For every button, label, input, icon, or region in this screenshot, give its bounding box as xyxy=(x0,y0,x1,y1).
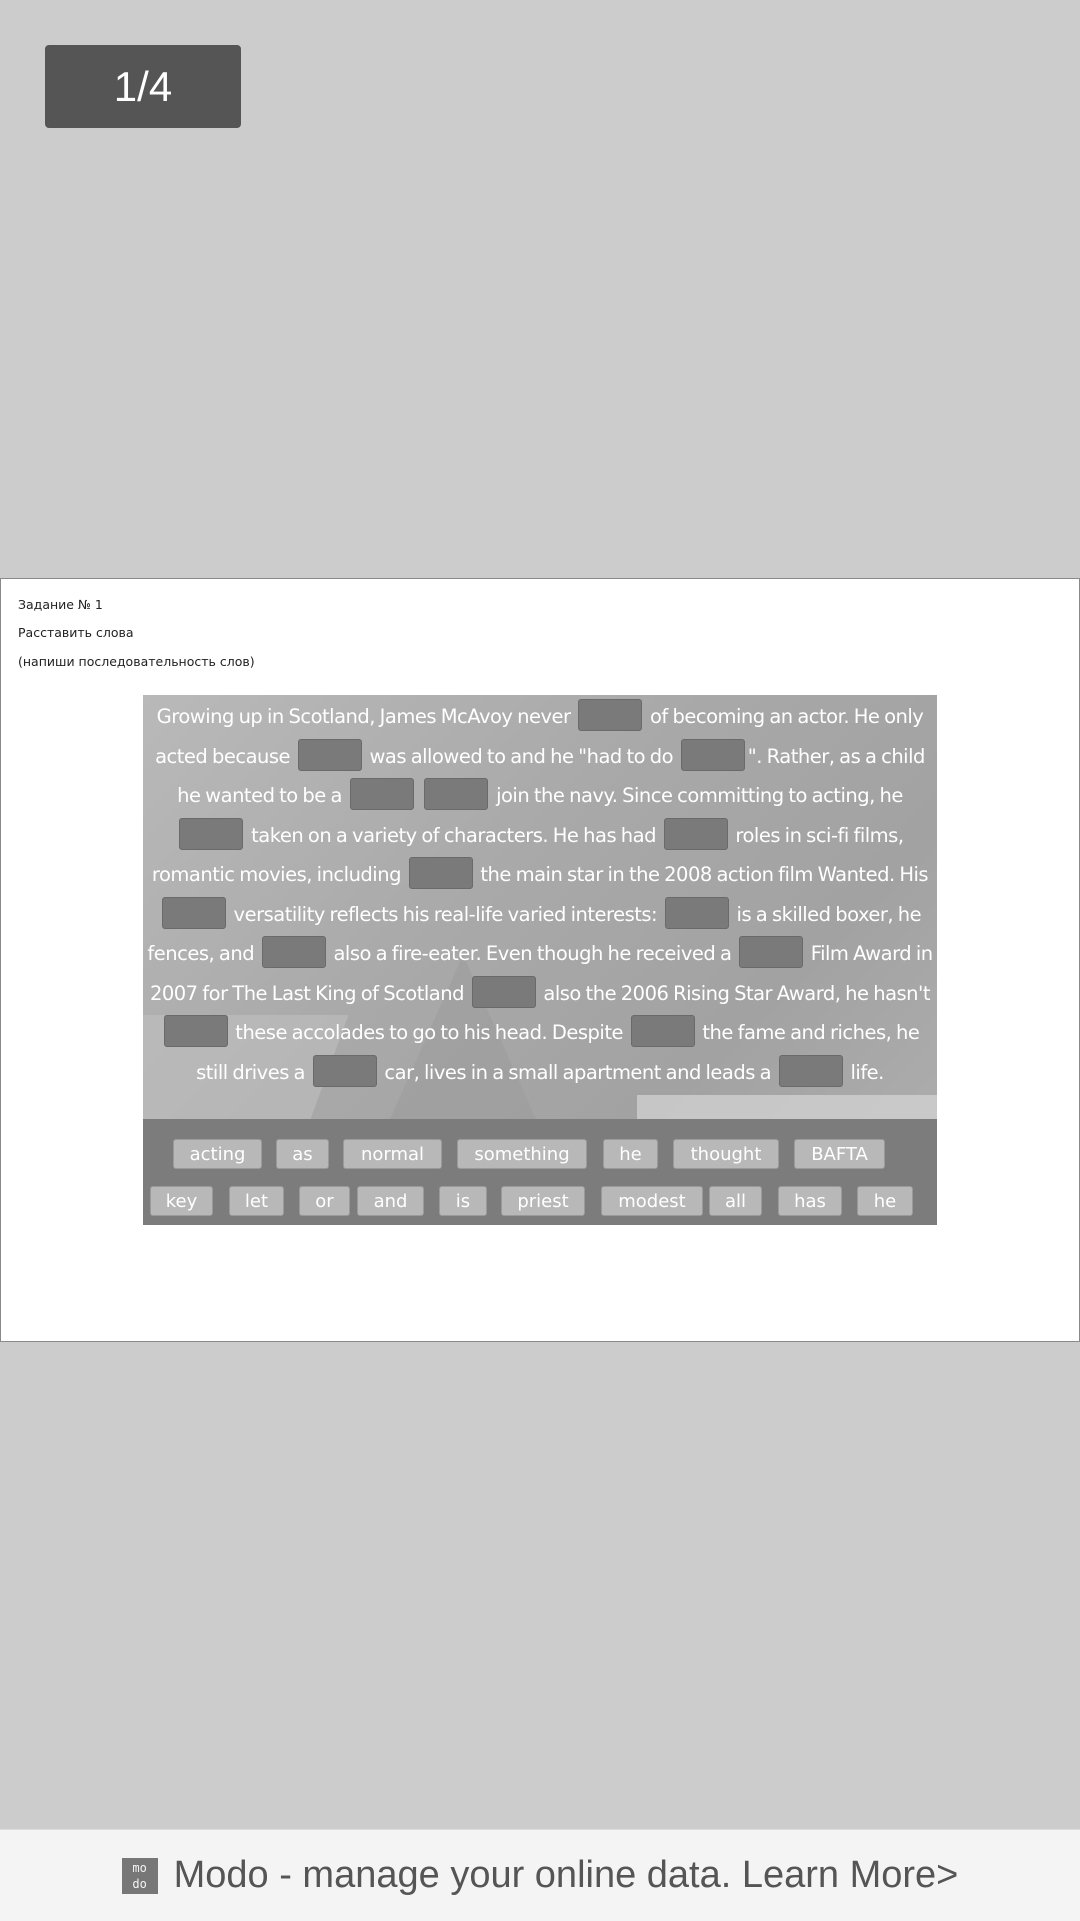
passage-text xyxy=(143,695,937,1092)
blank-slot-13[interactable] xyxy=(472,976,536,1008)
blank-slot-2[interactable] xyxy=(298,739,362,771)
modo-logo-icon xyxy=(122,1858,158,1894)
passage-segment: taken on a variety of characters. He has had xyxy=(251,823,656,847)
passage-segment: versatility reflects his real-life varied interests: xyxy=(233,902,658,926)
passage-segment: ". Rather, as a child he wanted to be a xyxy=(177,744,925,807)
background-shape xyxy=(637,1095,937,1121)
passage-segment: the fame and riches, he still drives a xyxy=(196,1021,920,1084)
word-chip[interactable]: all xyxy=(709,1186,762,1216)
passage-segment: Film Award in 2007 for The Last King of Scotland xyxy=(149,942,933,1005)
blank-slot-3[interactable] xyxy=(681,739,745,771)
ad-banner[interactable] xyxy=(0,1829,1080,1921)
blank-slot-4[interactable] xyxy=(350,778,414,810)
word-chip[interactable]: has xyxy=(778,1186,842,1216)
passage-segment: also the 2006 Rising Star Award, he hasn't xyxy=(543,981,931,1005)
blank-slot-7[interactable] xyxy=(664,818,728,850)
passage-segment: also a fire-eater. Even though he received a xyxy=(333,942,732,965)
banner-text[interactable]: Modo - manage your online data. Learn More> xyxy=(173,1854,959,1896)
word-chip[interactable]: modest xyxy=(601,1186,703,1216)
word-chip[interactable]: key xyxy=(150,1186,213,1216)
passage-segment: was allowed to and he "had to do xyxy=(369,744,674,768)
page-counter: 1/4 xyxy=(45,45,241,128)
blank-slot-10[interactable] xyxy=(665,897,729,929)
word-chip[interactable]: as xyxy=(276,1139,329,1169)
blank-slot-16[interactable] xyxy=(313,1055,377,1087)
word-chip[interactable]: acting xyxy=(173,1139,262,1169)
task-number: Задание № 1 xyxy=(18,597,103,612)
task-card xyxy=(0,578,1080,1342)
passage-segment: these accolades to go to his head. Despite xyxy=(235,1021,623,1044)
blank-slot-5[interactable] xyxy=(424,778,488,810)
logo-text-bottom: do xyxy=(132,1876,147,1891)
passage-segment: of becoming an actor. He only acted because xyxy=(155,705,924,768)
word-chip[interactable]: is xyxy=(439,1186,487,1216)
passage-segment: roles in sci-fi films, romantic movies, including xyxy=(151,823,904,886)
blank-slot-15[interactable] xyxy=(631,1015,695,1047)
blank-slot-6[interactable] xyxy=(179,818,243,850)
passage-segment: life. xyxy=(850,1060,884,1084)
passage-segment: join the navy. Since committing to acting, he xyxy=(496,784,903,807)
task-hint: (напиши последовательность слов) xyxy=(18,654,255,669)
word-bank-row xyxy=(143,1186,937,1216)
word-chip[interactable]: let xyxy=(229,1186,284,1216)
word-fill-puzzle xyxy=(143,695,937,1225)
word-chip[interactable]: he xyxy=(857,1186,913,1216)
blank-slot-8[interactable] xyxy=(409,857,473,889)
blank-slot-11[interactable] xyxy=(262,936,326,968)
task-title: Расставить слова xyxy=(18,625,134,640)
word-bank-row xyxy=(143,1139,937,1169)
word-chip[interactable]: priest xyxy=(501,1186,585,1216)
word-chip[interactable]: normal xyxy=(343,1139,442,1169)
blank-slot-9[interactable] xyxy=(162,897,226,929)
word-chip[interactable]: thought xyxy=(673,1139,779,1169)
word-chip[interactable]: BAFTA xyxy=(794,1139,885,1169)
passage-segment: Growing up in Scotland, James McAvoy never xyxy=(156,705,571,728)
blank-slot-14[interactable] xyxy=(164,1015,228,1047)
passage-segment: car, lives in a small apartment and leads a xyxy=(384,1060,772,1084)
word-chip[interactable]: something xyxy=(457,1139,587,1169)
blank-slot-17[interactable] xyxy=(779,1055,843,1087)
word-chip[interactable]: or xyxy=(299,1186,350,1216)
blank-slot-1[interactable] xyxy=(578,699,642,731)
passage-segment: is a skilled boxer, he fences, and xyxy=(147,902,922,965)
passage-segment: the main star in the 2008 action film Wanted. His xyxy=(480,863,929,886)
word-chip[interactable]: he xyxy=(603,1139,658,1169)
blank-slot-12[interactable] xyxy=(739,936,803,968)
word-chip[interactable]: and xyxy=(357,1186,424,1216)
logo-text-top: mo xyxy=(132,1860,147,1875)
word-bank xyxy=(143,1119,937,1225)
